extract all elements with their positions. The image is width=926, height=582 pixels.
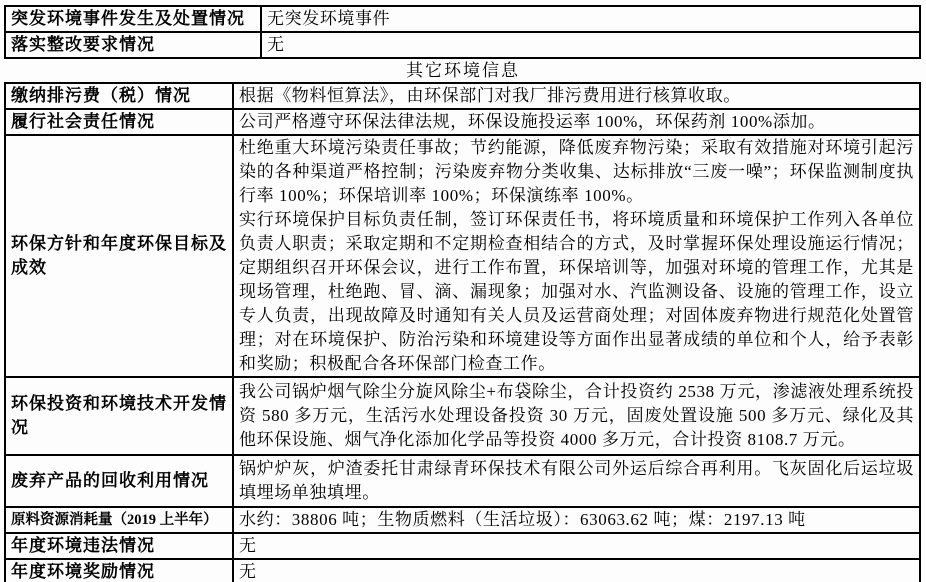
table-row bbox=[5, 377, 920, 455]
paragraph: 杜绝重大环境污染责任事故；节约能源，降低废弃物污染；采取有效措施对环境引起污染的各种渠道严格控制；污染废弃物分类收集、达标排放“三废一噪”；环保监测制度执行率 100%；环保培训率 100%；环保演练率 100%。 bbox=[239, 138, 914, 205]
table-row bbox=[5, 455, 920, 507]
row-value-social-responsibility: 公司严格遵守环保法律法规，环保设施投运率 100%，环保药剂 100%添加。 bbox=[233, 109, 920, 135]
paragraph: 实行环境保护目标负责任制，签订环保责任书，将环境质量和环境保护工作列入各单位负责人职责；采取定期和不定期检查相结合的方式，及时掌握环保处理设施运行情况；定期组织召开环保会议，进行工作布置，环保培训等，加强对环境的管理工作，尤其是现场管理，杜绝跑、冒、滴、漏现象；加强对水、汽监测设备、设施的管理工作，设立专人负责，出现故障及时通知有关人员及运营商处理；对固体废弃物进行规范化处置管理；对在环境保护、防治污染和环境建设等方面作出显著成绩的单位和个人，给予表彰和奖励；积极配合各环保部门检查工作。 bbox=[239, 210, 914, 373]
row-value-investment-and-tech: 我公司锅炉烟气除尘分旋风除尘+布袋除尘，合计投资约 2538 万元，渗滤液处理系统投资 580 多万元，生活污水处理设备投资 30 万元，固废处置设施 500 多万元、绿化及其他环保设施、烟气净化添加化学品等投资 4000 多万元，合计投资 8108.7 万元。 bbox=[233, 377, 920, 455]
row-value-pollution-fee: 根据《物料恒算法》，由环保部门对我厂排污费用进行核算收取。 bbox=[233, 83, 920, 109]
row-value-emergency-incidents: 无突发环境事件 bbox=[261, 6, 920, 32]
row-value-resource-consumption: 水约：38806 吨；生物质燃料（生活垃圾）：63063.62 吨；煤：2197.13 吨 bbox=[233, 507, 920, 533]
row-label-annual-awards: 年度环境奖励情况 bbox=[5, 559, 233, 582]
environmental-info-table bbox=[4, 82, 921, 582]
row-label-social-responsibility: 履行社会责任情况 bbox=[5, 109, 233, 135]
row-value-annual-awards: 无 bbox=[233, 559, 920, 582]
row-label-emergency-incidents: 突发环境事件发生及处置情况 bbox=[5, 6, 261, 32]
table-row bbox=[5, 507, 920, 533]
table-row bbox=[5, 83, 920, 109]
row-label-policy-and-goals: 环保方针和年度环保目标及成效 bbox=[5, 135, 233, 377]
table-row bbox=[5, 109, 920, 135]
row-value-waste-recycling: 锅炉炉灰，炉渣委托甘肃绿青环保技术有限公司外运后综合再利用。飞灰固化后运垃圾填埋场单独填埋。 bbox=[233, 455, 920, 507]
table-row bbox=[5, 559, 920, 582]
section-title-other-environmental-info: 其它环境信息 bbox=[406, 60, 520, 80]
row-label-annual-violations: 年度环境违法情况 bbox=[5, 533, 233, 559]
table-row bbox=[5, 533, 920, 559]
row-value-policy-and-goals bbox=[233, 135, 920, 377]
table-row bbox=[5, 32, 920, 58]
row-label-rectification: 落实整改要求情况 bbox=[5, 32, 261, 58]
row-value-annual-violations: 无 bbox=[233, 533, 920, 559]
row-value-rectification: 无 bbox=[261, 32, 920, 58]
row-label-waste-recycling: 废弃产品的回收利用情况 bbox=[5, 455, 233, 507]
row-label-resource-consumption: 原料资源消耗量（2019 上半年） bbox=[5, 507, 233, 533]
table-row bbox=[5, 6, 920, 32]
incident-summary-table bbox=[4, 5, 921, 59]
row-label-investment-and-tech: 环保投资和环境技术开发情况 bbox=[5, 377, 233, 455]
row-label-pollution-fee: 缴纳排污费（税）情况 bbox=[5, 83, 233, 109]
table-row bbox=[5, 135, 920, 377]
